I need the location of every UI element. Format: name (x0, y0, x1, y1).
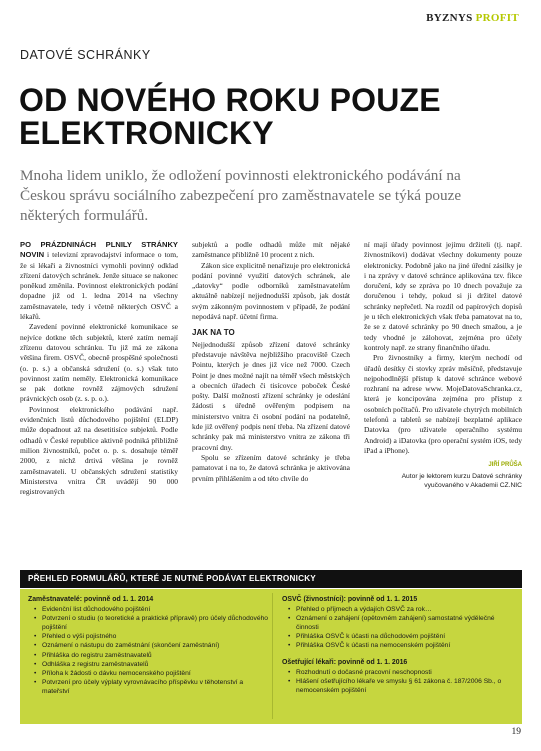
list-item: • Hlášení ošetřujícího lékaře ve smyslu § 61 zákona č. 187/2006 Sb., o nemocenském pojištění (282, 677, 514, 695)
section-label: DATOVÉ SCHRÁNKY (20, 48, 151, 62)
doctors-form-list (282, 668, 514, 695)
list-item: • Odhláška z registru zaměstnavatelů (28, 660, 268, 669)
paragraph: Zákon sice explicitně nenařizuje pro elektronická podání povinné využití datových schránek, ale „datovky“ podle odborníků zaměstnavatelům aktuálně nabízejí nejjednodušší způsob, jak dostát svým zákonným povinnostem v případě, že podání nepodává např. účetní firma. (192, 260, 350, 322)
employers-heading: Zaměstnavatelé: povinně od 1. 1. 2014 (28, 596, 154, 603)
article-body (20, 240, 522, 555)
paragraph: Zavedení povinné elektronické komunikace se nejvíce dotkne těch subjektů, které zatím nemají zřízenu datovou schránku. Tu již má ze zákona většina firem. OSVČ, obecně prospěšné společnosti (o. p. s.) a občanská sdružení (o. s.) však tuto povinnost zatím neměly. Elektronická komunikace se pak dotkne rovněž zájmových sdružení právnických osob (z. s. p. o.). (20, 322, 178, 404)
list-item: • Potvrzení pro účely výplaty vyrovnávacího příspěvku v těhotenství a mateřství (28, 678, 268, 696)
list-item: • Příloha k žádosti o dávku nemocenského pojištění (28, 669, 268, 678)
page-number: 19 (511, 727, 521, 737)
forms-overview-box (20, 589, 522, 724)
subheading: JAK NA TO (192, 328, 235, 338)
box-divider (272, 593, 273, 719)
article-column-3 (364, 240, 522, 491)
doctors-heading: Ošetřující lékaři: povinně od 1. 1. 2016 (282, 658, 408, 666)
article-headline: OD NOVÉHO ROKU POUZE ELEKTRONICKY (19, 82, 441, 151)
list-item: • Oznámení o nástupu do zaměstnání (skončení zaměstnání) (28, 641, 268, 650)
brand-accent: PROFIT (475, 12, 519, 24)
selfemployed-and-doctors-section (282, 595, 514, 695)
selfemployed-heading: OSVČ (živnostníci): povinně od 1. 1. 2015 (282, 596, 418, 603)
list-item: • Přihláška do registru zaměstnavatelů (28, 651, 268, 660)
list-item: • Přehled o výši pojistného (28, 632, 268, 641)
list-item: • Oznámení o zahájení (opětovném zahájení) samostatné výdělečné činnosti (282, 614, 514, 632)
author-note: Autor je lektorem kurzu Datové schránky vyučovaného v Akademii CZ.NIC (401, 472, 522, 490)
paragraph: ní mají úřady povinnost jejímu držiteli (tj. např. živnostníkovi) dodávat všechny dokumenty pouze elektronicky. Podobně jako na jiné úřední zásilky je i na zprávy v datové schránce aplikována tzv. fikce doručení, kdy se zpráva po 10 dnech považuje za doručenou i tehdy, pokud si ji držitel datové schránky nepřečetl. Na rozdíl od papírových dopisů je u těch elektronických však třeba pamatovat na to, že se z datové schránky po 90 dnech smažou, a je tedy vhodné je zálohovat, zejména pro účely kontroly např. ze strany finančního úřadu. (364, 240, 522, 352)
list-item: • Přehled o příjmech a výdajích OSVČ za rok… (282, 605, 514, 614)
paragraph-text: i televizní zpravodajství informace o tom, že si lékaři a živnostníci vymohli povinný odklad zřízení datových schránek. Jenže situace se nakonec poněkud změnila. Povinnost elektronických podání dopadne již od 1. ledna 2014 na všechny zaměstnavatele, tedy i včetně některých OSVČ a lékařů. (20, 250, 178, 322)
employers-form-list (28, 605, 268, 696)
employers-section (28, 595, 268, 696)
paragraph (20, 240, 178, 322)
list-item: • Evidenční list důchodového pojištění (28, 605, 268, 614)
list-item: • Přihláška OSVČ k účasti na nemocenském pojištění (282, 641, 514, 650)
article-lead: Mnoha lidem uniklo, že odložení povinnosti elektronického podávání na Českou správu sociálního zabezpečení pro zaměstnavatele se týká pouze některých formulářů. (20, 167, 462, 224)
forms-box-title: PŘEHLED FORMULÁŘŮ, KTERÉ JE NUTNÉ PODÁVAT ELEKTRONICKY (20, 570, 522, 588)
article-column-1 (20, 240, 178, 497)
paragraph: Pro živnostníky a firmy, kterým nechodí od úřadů desítky či stovky zpráv měsíčně, představuje nejpohodlnější přístup k datové schránce webové rozhraní na adrese www. MojeDatovaSchranka.cz, která je koncipována zejména pro přístup z osobních počítačů. Pro uživatele chytrých mobilních telefonů a tabletů se nabízejí bezplatné aplikace Datovka (pro uživatele operačního systému Android) a iDatovka (pro operační systém iOS, tedy iPad a iPhone). (364, 353, 522, 455)
paragraph: Nejjednodušší způsob zřízení datové schránky představuje návštěva nejbližšího pracoviště Czech Pointu, kterých je dnes již více než 7000. Czech Point je dnes možné najít na téměř všech městských a obecních úřadech či tisícovce poboček České pošty. Další možností zřízení schránky je odeslání žádosti s úředně ověřeným podpisem na ministerstvo vnitra či osobní podání na podatelně, kde již ověřený podpis není třeba. Na zřízení datové schránky pak má ministerstvo vnitra ze zákona tři pracovní dny. (192, 339, 350, 452)
article-column-2 (192, 240, 350, 484)
list-item: • Přihláška OSVČ k účasti na důchodovém pojištění (282, 632, 514, 641)
paragraph: Povinnost elektronického podávání např. evidenčních listů důchodového pojištění (ELDP) může dopadnout až na desetitisíce subjektů. Podle odhadů v České republice aktivně podniká přibližně milion živnostníků, počet o. p. s. dosahuje téměř 2000, z nichž drtivá většina je rovněž zaměstnavateli. U občanských sdružení statistiky Ministerstva vnitra ČR uvádějí 90 000 registrovaných (20, 404, 178, 497)
lead-in-text: PO PRÁZDNINÁCH PLNILY STRÁNKY NOVIN (20, 240, 178, 260)
magazine-brand (426, 12, 519, 24)
paragraph: Spolu se zřízením datové schránky je třeba pamatovat i na to, že datová schránka je aktivována prvním přihlášením a od této chvíle do (192, 452, 350, 483)
paragraph: subjektů a podle odhadů může mít nějaké zaměstnance přibližně 10 procent z nich. (192, 240, 350, 260)
brand-name: BYZNYS (426, 12, 473, 24)
list-item: • Potvrzení o studiu (o teoretické a praktické přípravě) pro účely důchodového pojištění (28, 614, 268, 632)
selfemployed-form-list (282, 605, 514, 650)
list-item: • Rozhodnutí o dočasné pracovní neschopnosti (282, 668, 514, 677)
author-name: JIŘÍ PRŮŠA (488, 462, 522, 469)
